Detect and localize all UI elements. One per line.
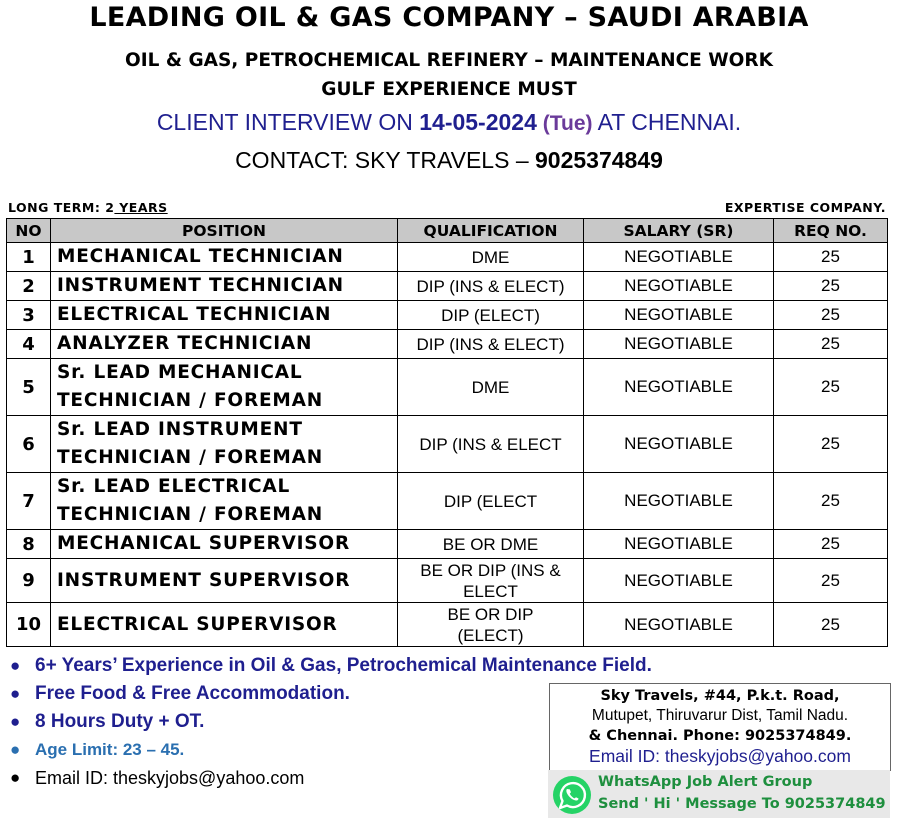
row-qualification: DIP (ELECT: [398, 473, 584, 530]
term-info: [8, 200, 168, 215]
row-no: 8: [7, 530, 51, 559]
row-position-line2: TECHNICIAN / FOREMAN: [57, 504, 324, 525]
bullet-icon: ●: [10, 740, 21, 759]
row-position-line2: TECHNICIAN / FOREMAN: [57, 447, 324, 468]
email-link[interactable]: Email ID: theskyjobs@yahoo.com: [35, 768, 305, 788]
row-position-line1: Sr. LEAD INSTRUMENT: [57, 419, 303, 440]
list-item: [10, 652, 652, 680]
row-req: 25: [774, 359, 888, 416]
table-row: [7, 603, 888, 647]
table-row: [7, 359, 888, 416]
row-no: 7: [7, 473, 51, 530]
address-box: [549, 683, 891, 771]
row-salary: NEGOTIABLE: [584, 559, 774, 603]
whatsapp-title: WhatsApp Job Alert Group: [598, 774, 813, 790]
header-qualification: QUALIFICATION: [398, 219, 584, 243]
row-req: 25: [774, 416, 888, 473]
term-value: YEARS: [114, 200, 168, 215]
term-label: LONG TERM: 2: [8, 200, 115, 215]
row-req: 25: [774, 530, 888, 559]
row-position: MECHANICAL SUPERVISOR: [51, 530, 398, 559]
row-no: 5: [7, 359, 51, 416]
row-req: 25: [774, 243, 888, 272]
table-row: [7, 559, 888, 603]
row-qualification-line1: BE OR DIP: [447, 604, 534, 624]
address-line1: Sky Travels, #44, P.k.t. Road,: [600, 688, 840, 704]
row-qualification: [398, 603, 584, 647]
row-qualification: DIP (ELECT): [398, 301, 584, 330]
row-req: 25: [774, 272, 888, 301]
row-no: 6: [7, 416, 51, 473]
row-position: ELECTRICAL TECHNICIAN: [51, 301, 398, 330]
row-no: 2: [7, 272, 51, 301]
bullet-icon: ●: [10, 768, 21, 787]
row-salary: NEGOTIABLE: [584, 272, 774, 301]
row-position: INSTRUMENT TECHNICIAN: [51, 272, 398, 301]
table-row: [7, 301, 888, 330]
row-position: INSTRUMENT SUPERVISOR: [51, 559, 398, 603]
row-qualification: DIP (INS & ELECT: [398, 416, 584, 473]
interview-suffix: AT CHENNAI.: [592, 109, 742, 135]
table-row: [7, 473, 888, 530]
row-salary: NEGOTIABLE: [584, 416, 774, 473]
header-no: NO: [7, 219, 51, 243]
address-email[interactable]: Email ID: theskyjobs@yahoo.com: [589, 746, 851, 766]
bullet-text: 6+ Years’ Experience in Oil & Gas, Petrochemical Maintenance Field.: [35, 655, 652, 676]
row-qualification: DIP (INS & ELECT): [398, 330, 584, 359]
row-position: [51, 416, 398, 473]
contact-prefix: CONTACT: SKY TRAVELS –: [235, 147, 536, 173]
row-no: 1: [7, 243, 51, 272]
row-position-line2: TECHNICIAN / FOREMAN: [57, 390, 324, 411]
contact-line: [0, 147, 898, 174]
table-row: [7, 330, 888, 359]
row-req: 25: [774, 559, 888, 603]
row-position: [51, 359, 398, 416]
row-salary: NEGOTIABLE: [584, 330, 774, 359]
interview-line: [0, 109, 898, 136]
row-no: 10: [7, 603, 51, 647]
company-type: EXPERTISE COMPANY.: [724, 200, 886, 215]
header-req-no: REQ NO.: [774, 219, 888, 243]
row-qualification: BE OR DME: [398, 530, 584, 559]
row-salary: NEGOTIABLE: [584, 530, 774, 559]
row-qualification: DME: [398, 243, 584, 272]
interview-prefix: CLIENT INTERVIEW ON: [156, 109, 420, 135]
page-title: LEADING OIL & GAS COMPANY – SAUDI ARABIA: [89, 2, 809, 33]
row-salary: NEGOTIABLE: [584, 301, 774, 330]
row-salary: NEGOTIABLE: [584, 473, 774, 530]
row-salary: NEGOTIABLE: [584, 243, 774, 272]
row-req: 25: [774, 301, 888, 330]
row-salary: NEGOTIABLE: [584, 603, 774, 647]
table-row: [7, 416, 888, 473]
header-position: POSITION: [51, 219, 398, 243]
row-qualification-line1: BE OR DIP (INS &: [420, 560, 561, 580]
interview-date: 14-05-2024: [419, 109, 537, 135]
table-row: [7, 243, 888, 272]
row-no: 4: [7, 330, 51, 359]
bullet-text: Age Limit: 23 – 45.: [35, 740, 185, 759]
jobs-table: [6, 218, 888, 647]
row-position: MECHANICAL TECHNICIAN: [51, 243, 398, 272]
bullet-icon: ●: [10, 712, 21, 731]
row-position: [51, 473, 398, 530]
header-salary: SALARY (SR): [584, 219, 774, 243]
page-subtitle: OIL & GAS, PETROCHEMICAL REFINERY – MAINTENANCE WORK: [125, 50, 773, 71]
whatsapp-banner[interactable]: [548, 770, 890, 818]
row-salary: NEGOTIABLE: [584, 359, 774, 416]
bullet-text: Free Food & Free Accommodation.: [35, 683, 350, 704]
row-qualification: DIP (INS & ELECT): [398, 272, 584, 301]
contact-phone: 9025374849: [535, 147, 663, 173]
row-req: 25: [774, 603, 888, 647]
row-position-line1: Sr. LEAD MECHANICAL: [57, 362, 303, 383]
address-line3: & Chennai. Phone: 9025374849.: [588, 728, 852, 744]
row-no: 3: [7, 301, 51, 330]
whatsapp-icon: [551, 774, 593, 816]
row-req: 25: [774, 473, 888, 530]
row-qualification: [398, 559, 584, 603]
row-qualification-line2: ELECT: [463, 581, 518, 601]
row-no: 9: [7, 559, 51, 603]
bullet-icon: ●: [10, 656, 21, 675]
table-header-row: [7, 219, 888, 243]
interview-day: (Tue): [536, 112, 593, 135]
row-position-line1: Sr. LEAD ELECTRICAL: [57, 476, 291, 497]
row-qualification-line2: (ELECT): [457, 625, 524, 645]
row-position: ANALYZER TECHNICIAN: [51, 330, 398, 359]
bullet-text: 8 Hours Duty + OT.: [35, 711, 205, 732]
gulf-requirement: GULF EXPERIENCE MUST: [321, 79, 577, 100]
table-row: [7, 530, 888, 559]
row-position: ELECTRICAL SUPERVISOR: [51, 603, 398, 647]
table-row: [7, 272, 888, 301]
address-line2: Mutupet, Thiruvarur Dist, Tamil Nadu.: [591, 707, 849, 724]
whatsapp-message: Send ' Hi ' Message To 9025374849: [598, 796, 886, 812]
bullet-icon: ●: [10, 684, 21, 703]
row-qualification: DME: [398, 359, 584, 416]
row-req: 25: [774, 330, 888, 359]
